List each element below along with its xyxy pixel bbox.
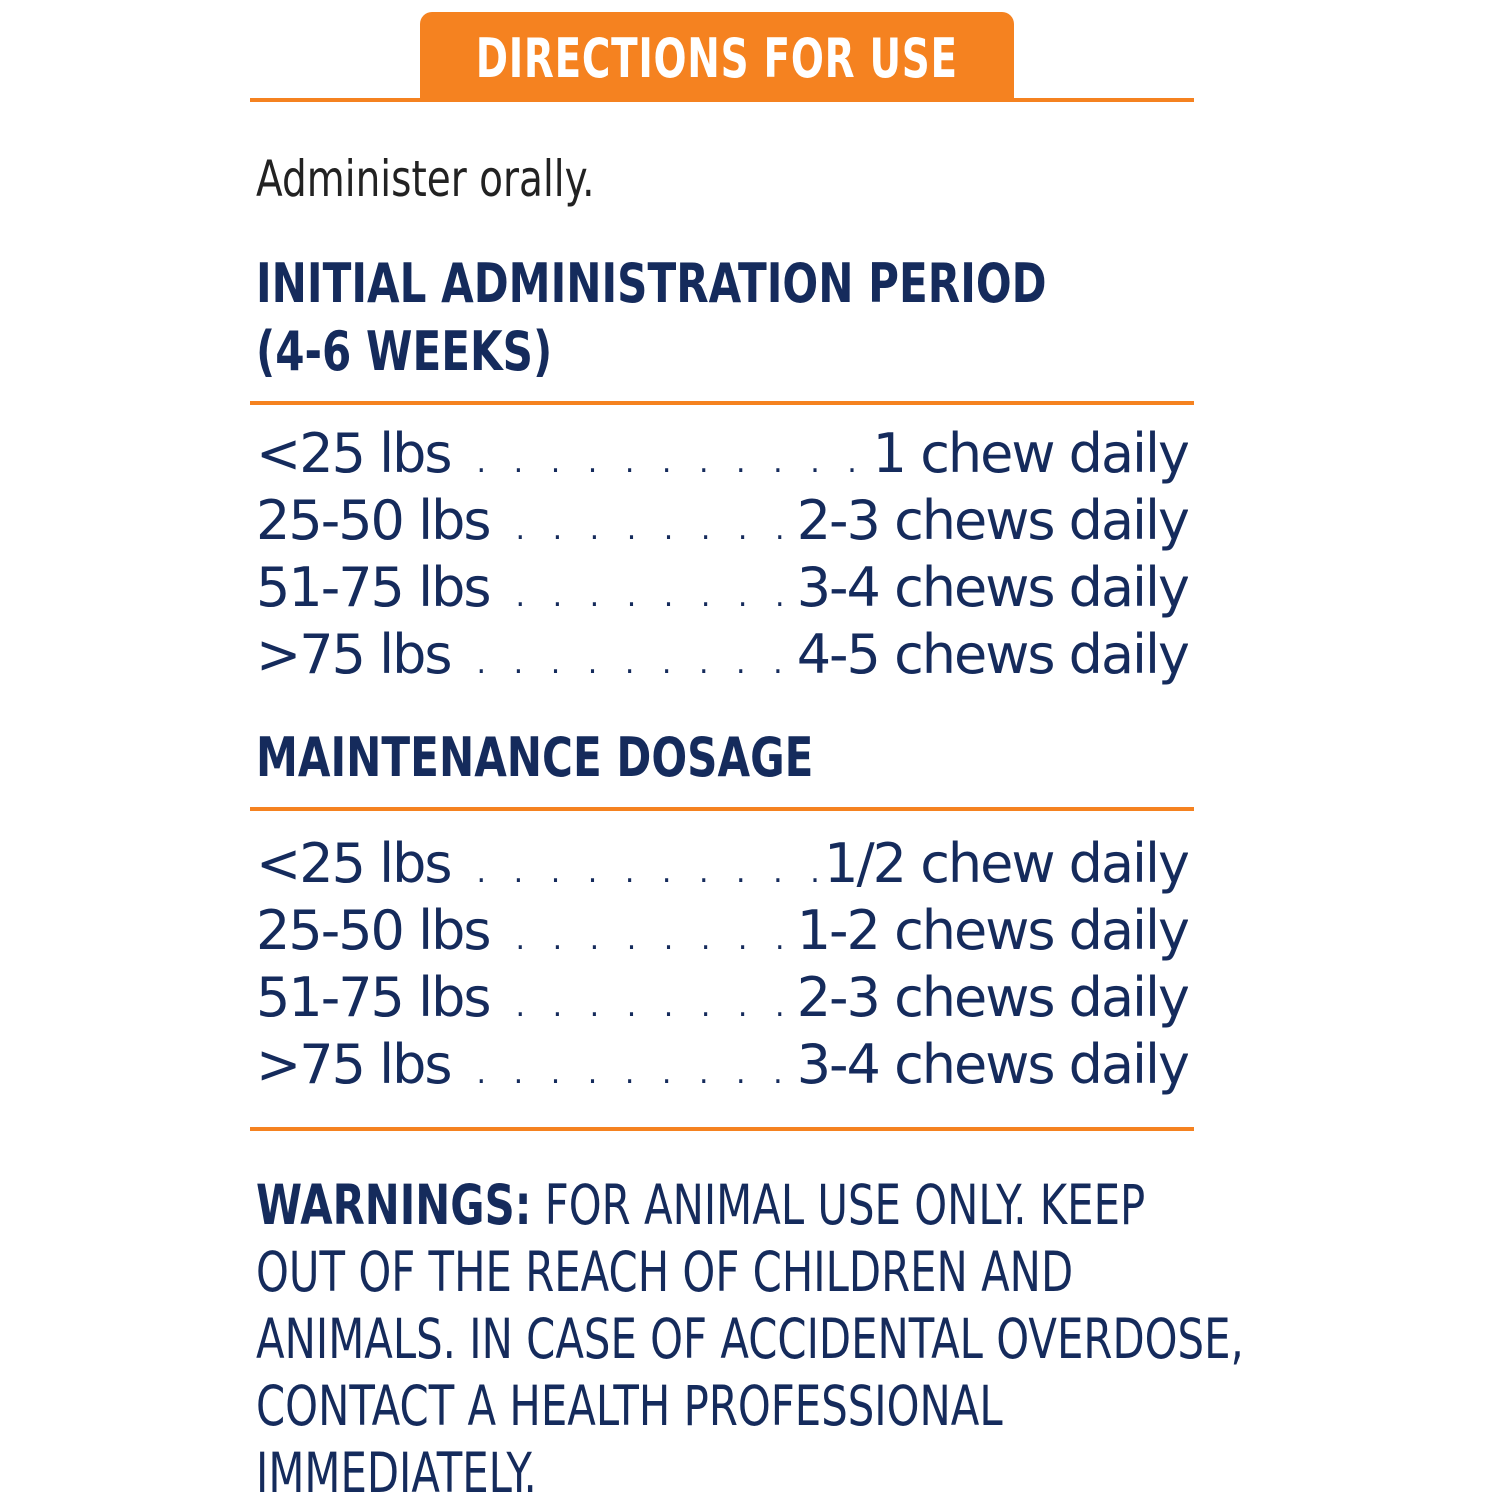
warnings-block <box>256 1172 1244 1507</box>
dot-leader <box>451 1059 797 1089</box>
dose-row <box>256 832 1188 899</box>
directions-header-tab <box>420 12 1014 100</box>
warnings-line <box>256 1172 1244 1239</box>
maintenance-heading: MAINTENANCE DOSAGE <box>256 726 814 789</box>
initial-heading-line2: (4-6 WEEKS) <box>256 320 553 383</box>
initial-dose-list <box>256 422 1188 690</box>
warnings-rule <box>250 1127 1194 1131</box>
dot-leader <box>490 992 797 1022</box>
dose-weight: >75 lbs <box>256 1033 451 1096</box>
dose-amount: 3-4 chews daily <box>796 556 1188 619</box>
dot-leader <box>451 858 825 888</box>
dot-leader <box>451 448 873 478</box>
dose-amount: 2-3 chews daily <box>796 966 1188 1029</box>
dot-leader <box>490 925 797 955</box>
dose-weight: 51-75 lbs <box>256 556 490 619</box>
maintenance-heading-rule <box>250 807 1194 811</box>
dose-row <box>256 899 1188 966</box>
dose-row <box>256 489 1188 556</box>
maintenance-dose-list <box>256 832 1188 1100</box>
dose-amount: 1/2 chew daily <box>824 832 1188 895</box>
dose-row <box>256 1033 1188 1100</box>
dose-row <box>256 623 1188 690</box>
warnings-text: FOR ANIMAL USE ONLY. KEEP <box>544 1173 1146 1237</box>
initial-period-heading <box>256 250 1047 386</box>
warnings-line: OUT OF THE REACH OF CHILDREN AND <box>256 1240 1074 1304</box>
warnings-line: IMMEDIATELY. <box>256 1441 537 1505</box>
header-rule <box>250 98 1194 102</box>
dose-amount: 1-2 chews daily <box>796 899 1188 962</box>
dose-weight: 25-50 lbs <box>256 899 490 962</box>
dose-row <box>256 556 1188 623</box>
dot-leader <box>490 515 797 545</box>
dose-amount: 3-4 chews daily <box>796 1033 1188 1096</box>
dose-row <box>256 966 1188 1033</box>
directions-title: DIRECTIONS FOR USE <box>475 26 959 90</box>
dose-amount: 4-5 chews daily <box>796 623 1188 686</box>
dot-leader <box>490 582 797 612</box>
dose-amount: 1 chew daily <box>872 422 1188 485</box>
dose-weight: >75 lbs <box>256 623 451 686</box>
warnings-line: CONTACT A HEALTH PROFESSIONAL <box>256 1374 1003 1438</box>
initial-heading-line1: INITIAL ADMINISTRATION PERIOD <box>256 252 1047 315</box>
dot-leader <box>451 649 797 679</box>
directions-panel <box>250 0 1244 1505</box>
initial-heading-rule <box>250 401 1194 405</box>
warnings-line: ANIMALS. IN CASE OF ACCIDENTAL OVERDOSE, <box>256 1307 1244 1371</box>
warnings-label: WARNINGS: <box>256 1173 532 1237</box>
dose-row <box>256 422 1188 489</box>
dose-amount: 2-3 chews daily <box>796 489 1188 552</box>
dose-weight: 51-75 lbs <box>256 966 490 1029</box>
dose-weight: <25 lbs <box>256 422 451 485</box>
dose-weight: <25 lbs <box>256 832 451 895</box>
intro-text: Administer orally. <box>256 150 595 208</box>
dose-weight: 25-50 lbs <box>256 489 490 552</box>
